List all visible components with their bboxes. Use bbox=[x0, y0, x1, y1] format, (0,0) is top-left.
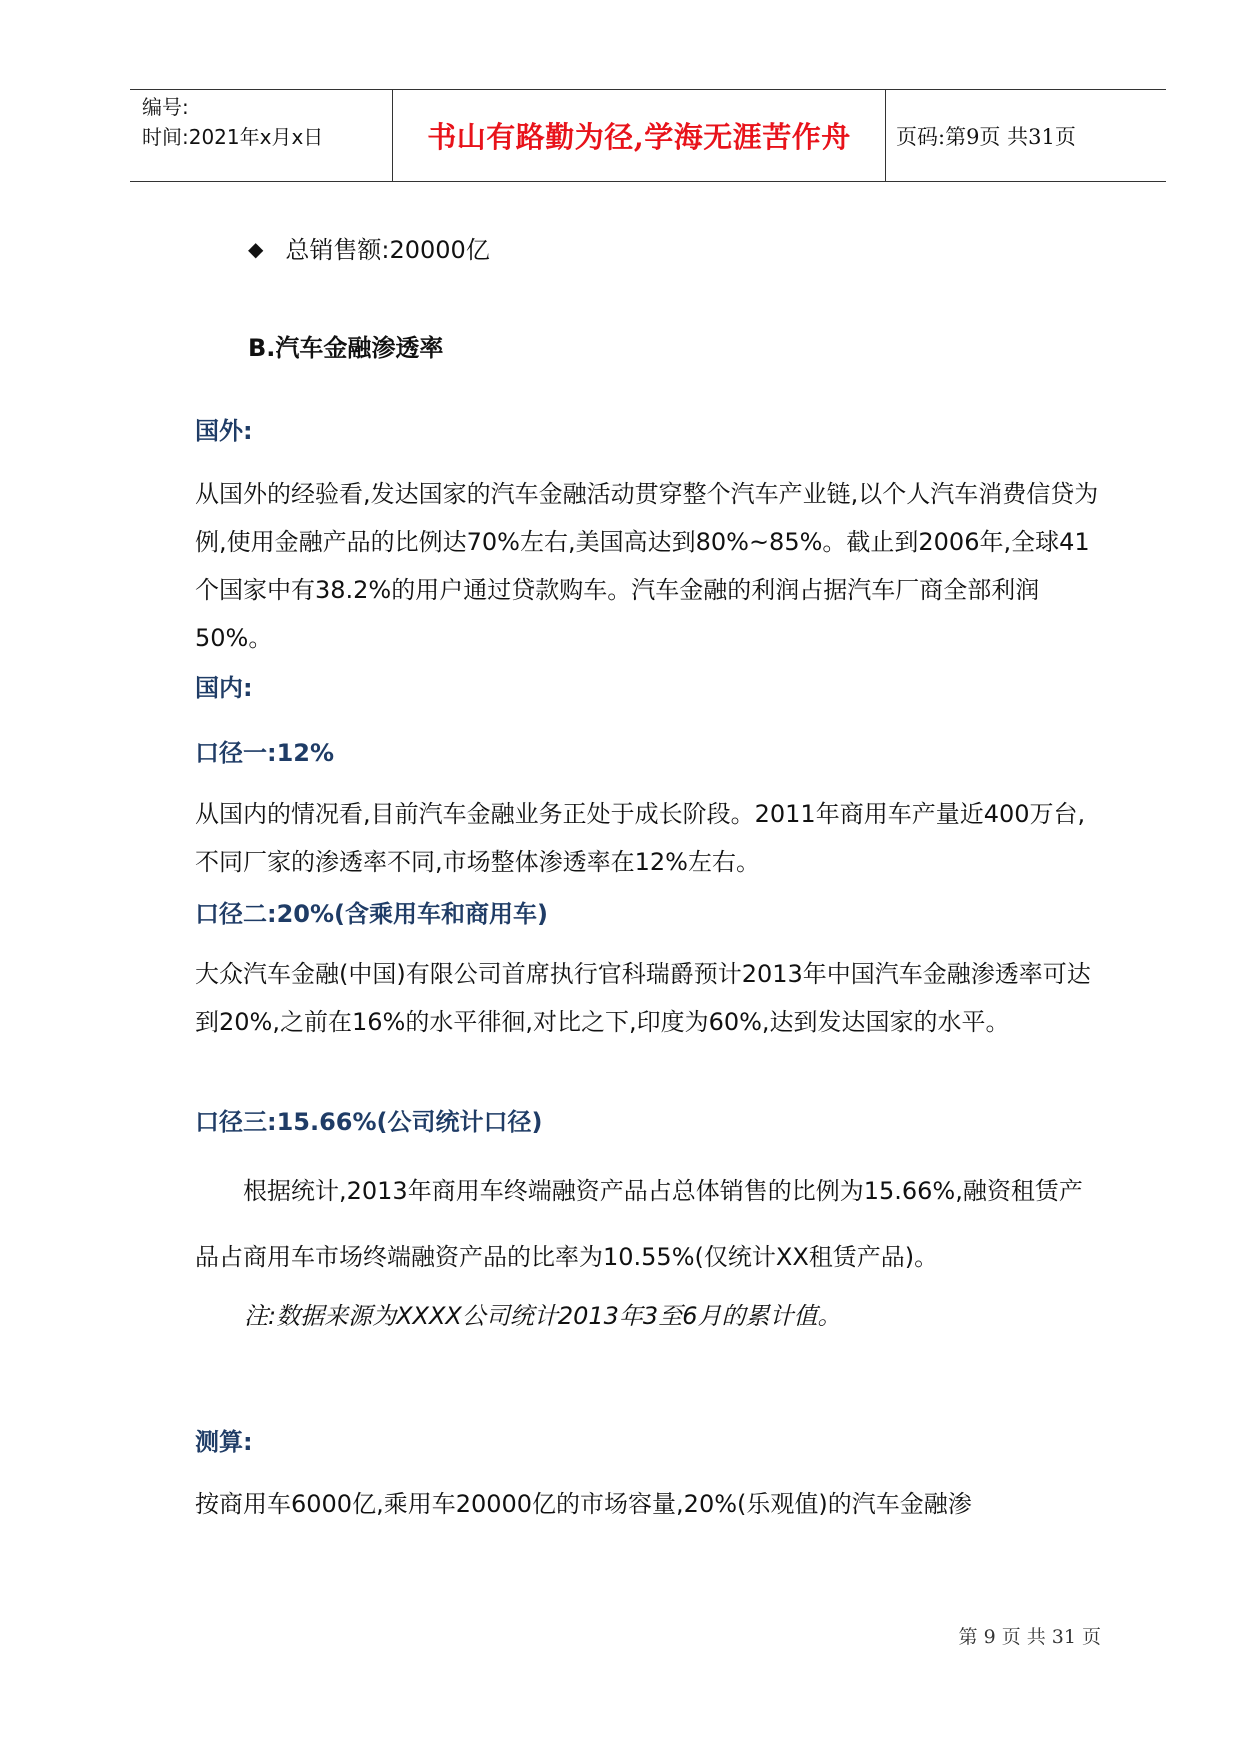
caliber1-paragraph: 从国内的情况看,目前汽车金融业务正处于成长阶段。2011年商用车产量近400万台,不同厂家的渗透率不同,市场整体渗透率在12%左右。 bbox=[195, 800, 1086, 876]
page-footer: 第 9 页 共 31 页 bbox=[958, 1626, 1101, 1648]
caliber2-paragraph: 大众汽车金融(中国)有限公司首席执行官科瑞爵预计2013年中国汽车金融渗透率可达到20%,之前在16%的水平徘徊,对比之下,印度为60%,达到发达国家的水平。 bbox=[195, 960, 1091, 1036]
caliber1-heading: 口径一:12% bbox=[195, 739, 335, 767]
calc-paragraph: 按商用车6000亿,乘用车20000亿的市场容量,20%(乐观值)的汽车金融渗 bbox=[195, 1490, 972, 1518]
time-label: 时间:2021年x月x日 bbox=[142, 125, 324, 149]
bullet-item bbox=[248, 230, 490, 265]
data-source-note: 注:数据来源为XXXX公司统计2013年3至6月的累计值。 bbox=[244, 1302, 842, 1330]
caliber3-paragraph: 根据统计,2013年商用车终端融资产品占总体销售的比例为15.66%,融资租赁产品占商用车市场终端融资产品的比率为10.55%(仅统计XX租赁产品)。 bbox=[195, 1177, 1083, 1271]
header-motto-cell bbox=[393, 90, 886, 181]
bullet-text: 总销售额:20000亿 bbox=[285, 236, 490, 264]
caliber2-heading: 口径二:20%(含乘用车和商用车) bbox=[195, 900, 548, 928]
header-page-cell bbox=[886, 90, 1166, 181]
foreign-heading: 国外: bbox=[195, 417, 253, 445]
calc-heading: 测算: bbox=[195, 1428, 253, 1456]
header-left-cell bbox=[130, 90, 393, 181]
domestic-heading: 国内: bbox=[195, 674, 253, 702]
foreign-paragraph: 从国外的经验看,发达国家的汽车金融活动贯穿整个汽车产业链,以个人汽车消费信贷为例,使用金融产品的比例达70%左右,美国高达到80%~85%。截止到2006年,全球41个国家中有38.2%的用户通过贷款购车。汽车金融的利润占据汽车厂商全部利润50%。 bbox=[195, 480, 1099, 652]
caliber3-heading: 口径三:15.66%(公司统计口径) bbox=[195, 1108, 543, 1136]
diamond-bullet-icon: ◆ bbox=[248, 237, 264, 261]
section-title: B.汽车金融渗透率 bbox=[248, 334, 444, 362]
page-info: 页码:第9页 共31页 bbox=[896, 124, 1076, 149]
header-table bbox=[130, 89, 1166, 182]
motto-text: 书山有路勤为径,学海无涯苦作舟 bbox=[427, 120, 851, 154]
number-label: 编号: bbox=[142, 95, 189, 119]
